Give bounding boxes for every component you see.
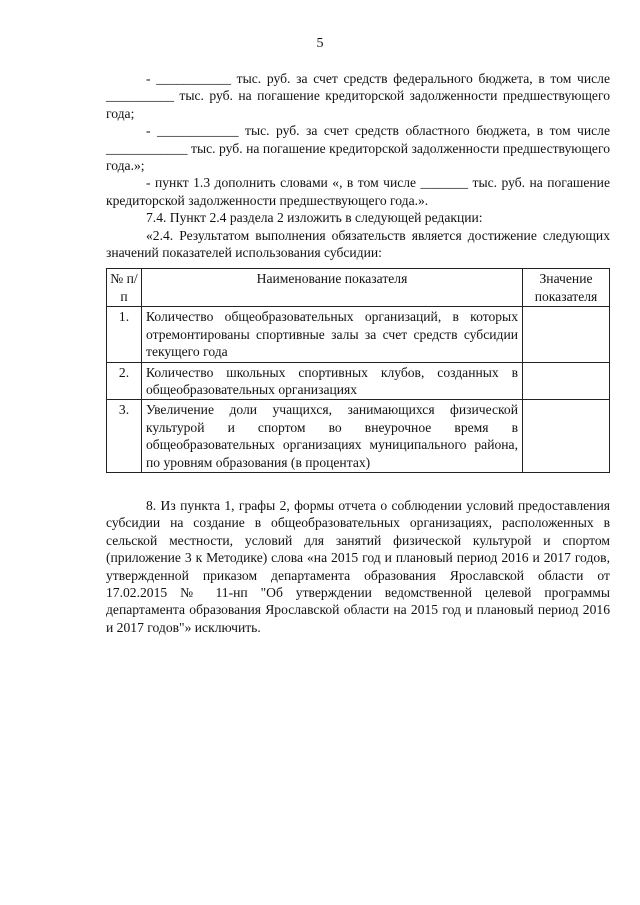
paragraph-regional-budget: - ____________ тыс. руб. за счет средств областного бюджета, в том числе ____________ тыс. руб. на погашение кредиторской задолженности предшествующего года.»; [106, 123, 610, 174]
table-row [107, 307, 610, 362]
row-indicator-name: Количество общеобразовательных организаций, в которых отремонтированы спортивные залы за счет средств субсидии текущего года [142, 307, 523, 362]
table-row [107, 400, 610, 473]
paragraph-item-1-3: - пункт 1.3 дополнить словами «, в том числе _______ тыс. руб. на погашение кредиторской задолженности предшествующего года.». [106, 175, 610, 208]
page-number: 5 [316, 36, 324, 51]
row-indicator-value [523, 400, 610, 473]
row-indicator-value [523, 362, 610, 400]
paragraph-2-4: «2.4. Результатом выполнения обязательств является достижение следующих значений показателей использования субсидии: [106, 227, 610, 261]
paragraph-7-4: 7.4. Пункт 2.4 раздела 2 изложить в следующей редакции: [146, 210, 483, 226]
header-indicator-value: Значение показателя [523, 269, 610, 307]
document-body [106, 70, 610, 636]
indicators-table [106, 268, 610, 472]
paragraph-federal-budget: - ___________ тыс. руб. за счет средств федерального бюджета, в том числе __________ тыс. руб. на погашение кредиторской задолженности предшествующего года; [106, 71, 610, 121]
header-indicator-name: Наименование показателя [142, 269, 523, 307]
table-row [107, 362, 610, 400]
row-indicator-name: Увеличение доли учащихся, занимающихся физической культурой и спортом во внеурочное время в общеобразовательных организациях муниципального района, по уровням образования (в процентах) [142, 400, 523, 473]
header-number: № п/п [107, 269, 142, 307]
row-number: 3. [107, 400, 142, 473]
table-header-row [107, 269, 610, 307]
row-number: 2. [107, 362, 142, 400]
row-number: 1. [107, 307, 142, 362]
row-indicator-value [523, 307, 610, 362]
paragraph-8: 8. Из пункта 1, графы 2, формы отчета о соблюдении условий предоставления субсидии на создание в общеобразовательных организациях, расположенных в сельской местности, условий для занятий физической культурой и спортом (приложение 3 к Методике) слова «на 2015 год и плановый период 2016 и 2017 годов, утвержденной приказом департамента образования Ярославской области от 17.02.2015 № 11-нп "Об утверждении ведомственной целевой программы департамента образования Ярославской области на 2015 год и плановый период 2016 и 2017 годов"» исключить. [106, 497, 610, 635]
row-indicator-name: Количество школьных спортивных клубов, созданных в общеобразовательных организациях [142, 362, 523, 400]
